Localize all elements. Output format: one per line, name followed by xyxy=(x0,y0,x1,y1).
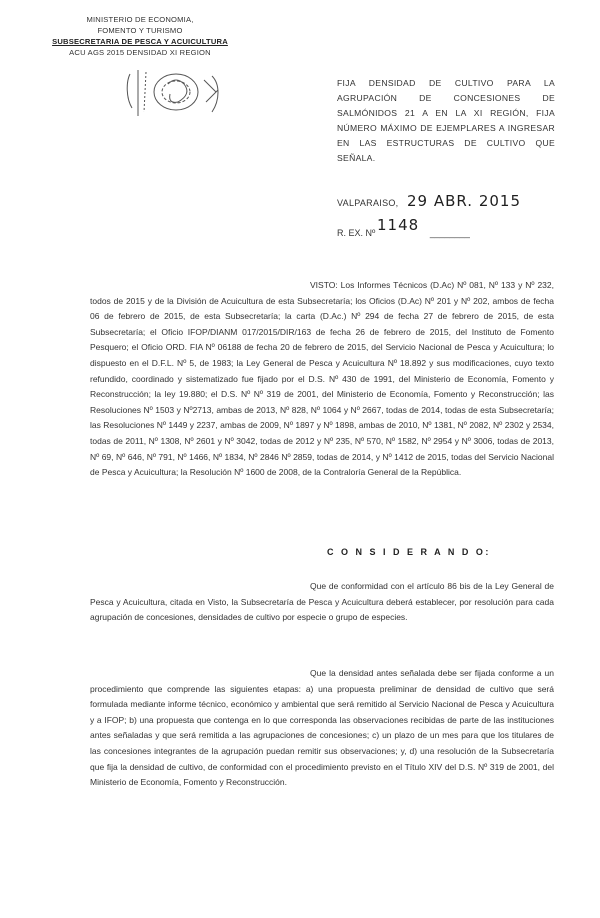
dateline-date: 29 ABR. 2015 xyxy=(407,192,522,210)
considerando-paragraph-2: Que la densidad antes señalada debe ser fijada conforme a un procedimiento que comprende las siguientes etapas: a) una propuesta preliminar de densidad de cultivo que será formulada mediante informe técnico, económico y ambiental que será remitido al Servicio Nacional de Pesca y Acuicultura y a IFOP; b) una propuesta que contenga en lo que corresponda las observaciones recibidas de parte de las instituciones antes señaladas y que será remitida a las agrupaciones de concesiones; c) un plazo de un mes para que los titulares de las concesiones integrantes de la agrupación puedan remitir sus observaciones; y, d) una resolución de la Subsecretaría que fija la densidad de cultivo, de conformidad con el procedimiento previsto en el Título XIV del D.S. Nº 319 de 2001, del Ministerio de Economía, Fomento y Reconstrucción. xyxy=(90,668,554,788)
letterhead xyxy=(40,14,240,58)
dateline xyxy=(337,192,557,210)
visto-paragraph: VISTO: Los Informes Técnicos (D.Ac) Nº 081, Nº 133 y Nº 232, todos de 2015 y de la División de Acuicultura de esta Subsecretaría; los Oficios (D.Ac) Nº 201 y Nº 202, ambos de fecha 06 de febrero de 2015, de esta Subsecretaría; la carta (D.Ac.) Nº 294 de fecha 27 de febrero de 2015, de esta Subsecretaría; el Oficio IFOP/DIANM 017/2015/DIR/163 de fecha 26 de febrero de 2015, del Instituto de Fomento Pesquero; el Oficio ORD. FIA Nº 06188 de fecha 20 de febrero de 2015, del Servicio Nacional de Pesca y Acuicultura; lo dispuesto en el D.F.L. Nº 5, de 1983; la Ley General de Pesca y Acuicultura Nº 18.892 y sus modificaciones, cuyo texto refundido, coordinado y sistematizado fue fijado por el D.S. Nº 430 de 1991, del Ministerio de Economía, Fomento y Reconstrucción; la ley 19.880; el D.S. Nº Nº 319 de 2001, del Ministerio de Economía, Fomento y Reconstrucción; las Resoluciones Nº 1503 y Nº2713, ambas de 2013, Nº 828, Nº 1064 y Nº 2667, todas de 2014, todas de esta Subsecretaría; las Resoluciones Nº 1449 y 2237, ambas de 2009, Nº 1897 y Nº 1898, ambas de 2010, Nº 1381, Nº 2082, Nº 2302 y 2534, todas de 2011, Nº 1308, Nº 2601 y Nº 3042, todas de 2012 y Nº 235, Nº 570, Nº 1582, Nº 2954 y Nº 3006, todas de 2013, Nº 69, Nº 646, Nº 791, Nº 1466, Nº 1834, Nº 2846 Nº 2859, todas de 2014, y Nº 1412 de 2015, todas del Servicio Nacional de Pesca y Acuicultura; la Resolución Nº 1600 de 2008, de la Contraloría General de la República. xyxy=(90,280,554,478)
dateline-place: VALPARAISO, xyxy=(337,198,399,208)
official-stamp xyxy=(112,62,240,126)
resolution-number-value: 1148 xyxy=(377,216,420,234)
letterhead-ministry-2: FOMENTO Y TURISMO xyxy=(97,26,183,35)
letterhead-subsecretaria: SUBSECRETARIA DE PESCA Y ACUICULTURA xyxy=(52,37,228,46)
resolution-blank: ________ xyxy=(429,228,470,238)
resolution-subject: FIJA DENSIDAD DE CULTIVO PARA LA AGRUPACIÓN DE CONCESIONES DE SALMÓNIDOS 21 A EN LA XI REGIÓN, FIJA NÚMERO MÁXIMO DE EJEMPLARES A INGRESAR EN LAS ESTRUCTURAS DE CULTIVO QUE SEÑALA. xyxy=(337,78,555,163)
considerando-paragraph-1: Que de conformidad con el artículo 86 bis de la Ley General de Pesca y Acuicultura, citada en Visto, la Subsecretaría de Pesca y Acuicultura deberá establecer, por resolución para cada agrupación de concesiones, densidades de cultivo por especie o grupo de especies. xyxy=(90,581,554,623)
resolution-number xyxy=(337,216,557,238)
considerando-heading: C O N S I D E R A N D O: xyxy=(327,547,491,557)
resolution-label: R. EX. Nº xyxy=(337,228,376,238)
letterhead-ministry: MINISTERIO DE ECONOMIA, xyxy=(86,15,194,24)
letterhead-reference: ACU AGS 2015 DENSIDAD XI REGION xyxy=(69,48,211,57)
